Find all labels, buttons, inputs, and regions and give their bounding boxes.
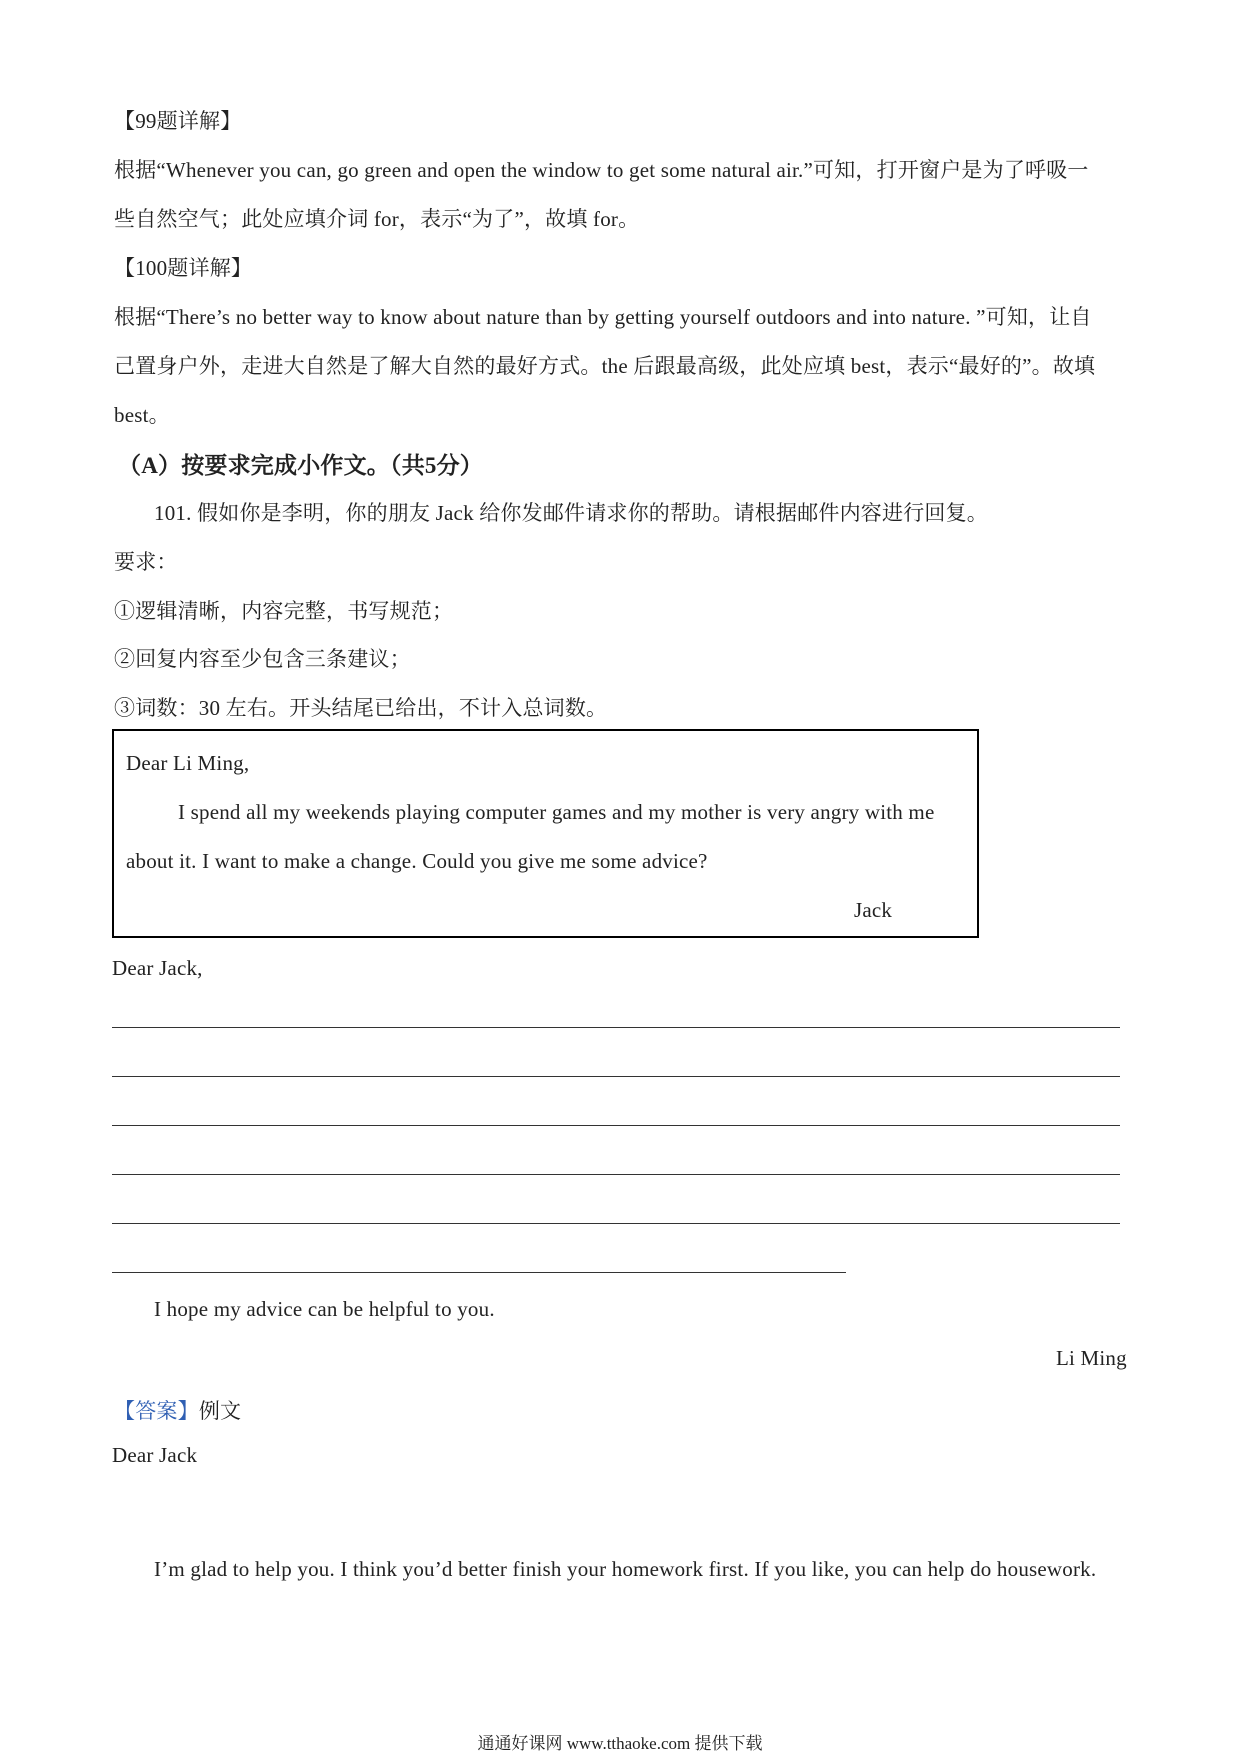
question-text: 101. 假如你是李明，你的朋友 Jack 给你发邮件请求你的帮助。请根据邮件内容进行回复。	[154, 501, 989, 525]
writing-line[interactable]	[112, 1223, 1120, 1224]
reply-signature: Li Ming	[1056, 1346, 1127, 1370]
exp99-title: 【99题详解】	[114, 109, 242, 133]
exp99-line-2: 些自然空气；此处应填介词 for，表示“为了”，故填 for。	[114, 207, 640, 231]
answer-line	[114, 1395, 241, 1425]
exp100-line-3: best。	[114, 403, 170, 427]
page-footer: 通通好课网 www.tthaoke.com 提供下载	[477, 1734, 763, 1753]
email-signature: Jack	[854, 898, 893, 922]
exp100-title: 【100题详解】	[114, 256, 253, 280]
exp100-line-2: 己置身户外，走进大自然是了解大自然的最好方式。the 后跟最高级，此处应填 best，表示“最好的”。故填	[114, 354, 1096, 378]
writing-line[interactable]	[112, 1125, 1120, 1126]
writing-line[interactable]	[112, 1174, 1120, 1175]
email-body-line-2: about it. I want to make a change. Could you give me some advice?	[126, 849, 708, 873]
reply-greeting: Dear Jack,	[112, 956, 203, 980]
email-body-line-1: I spend all my weekends playing computer games and my mother is very angry with me	[178, 800, 935, 824]
requirements-title: 要求：	[114, 550, 178, 574]
answer-greeting: Dear Jack	[112, 1443, 198, 1467]
answer-tag: 【答案】	[114, 1399, 199, 1423]
writing-line[interactable]	[112, 1272, 846, 1273]
exp99-line-1: 根据“Whenever you can, go green and open the window to get some natural air.”可知，打开窗户是为了呼吸一	[114, 158, 1089, 182]
answer-label: 例文	[198, 1399, 242, 1423]
requirement-3: ③词数：30 左右。开头结尾已给出，不计入总词数。	[114, 696, 608, 720]
requirement-1: ①逻辑清晰，内容完整，书写规范；	[114, 599, 454, 623]
email-greeting: Dear Li Ming,	[126, 751, 250, 775]
requirement-2: ②回复内容至少包含三条建议；	[114, 647, 411, 671]
writing-line[interactable]	[112, 1027, 1120, 1028]
answer-body: I’m glad to help you. I think you’d better finish your homework first. If you like, you can help do housework.	[154, 1557, 1097, 1581]
section-heading: （A）按要求完成小作文。（共5分）	[118, 453, 484, 478]
reply-closing: I hope my advice can be helpful to you.	[154, 1297, 495, 1321]
writing-line[interactable]	[112, 1076, 1120, 1077]
exp100-line-1: 根据“There’s no better way to know about nature than by getting yourself outdoors and into nature. ”可知，让自	[114, 305, 1092, 329]
